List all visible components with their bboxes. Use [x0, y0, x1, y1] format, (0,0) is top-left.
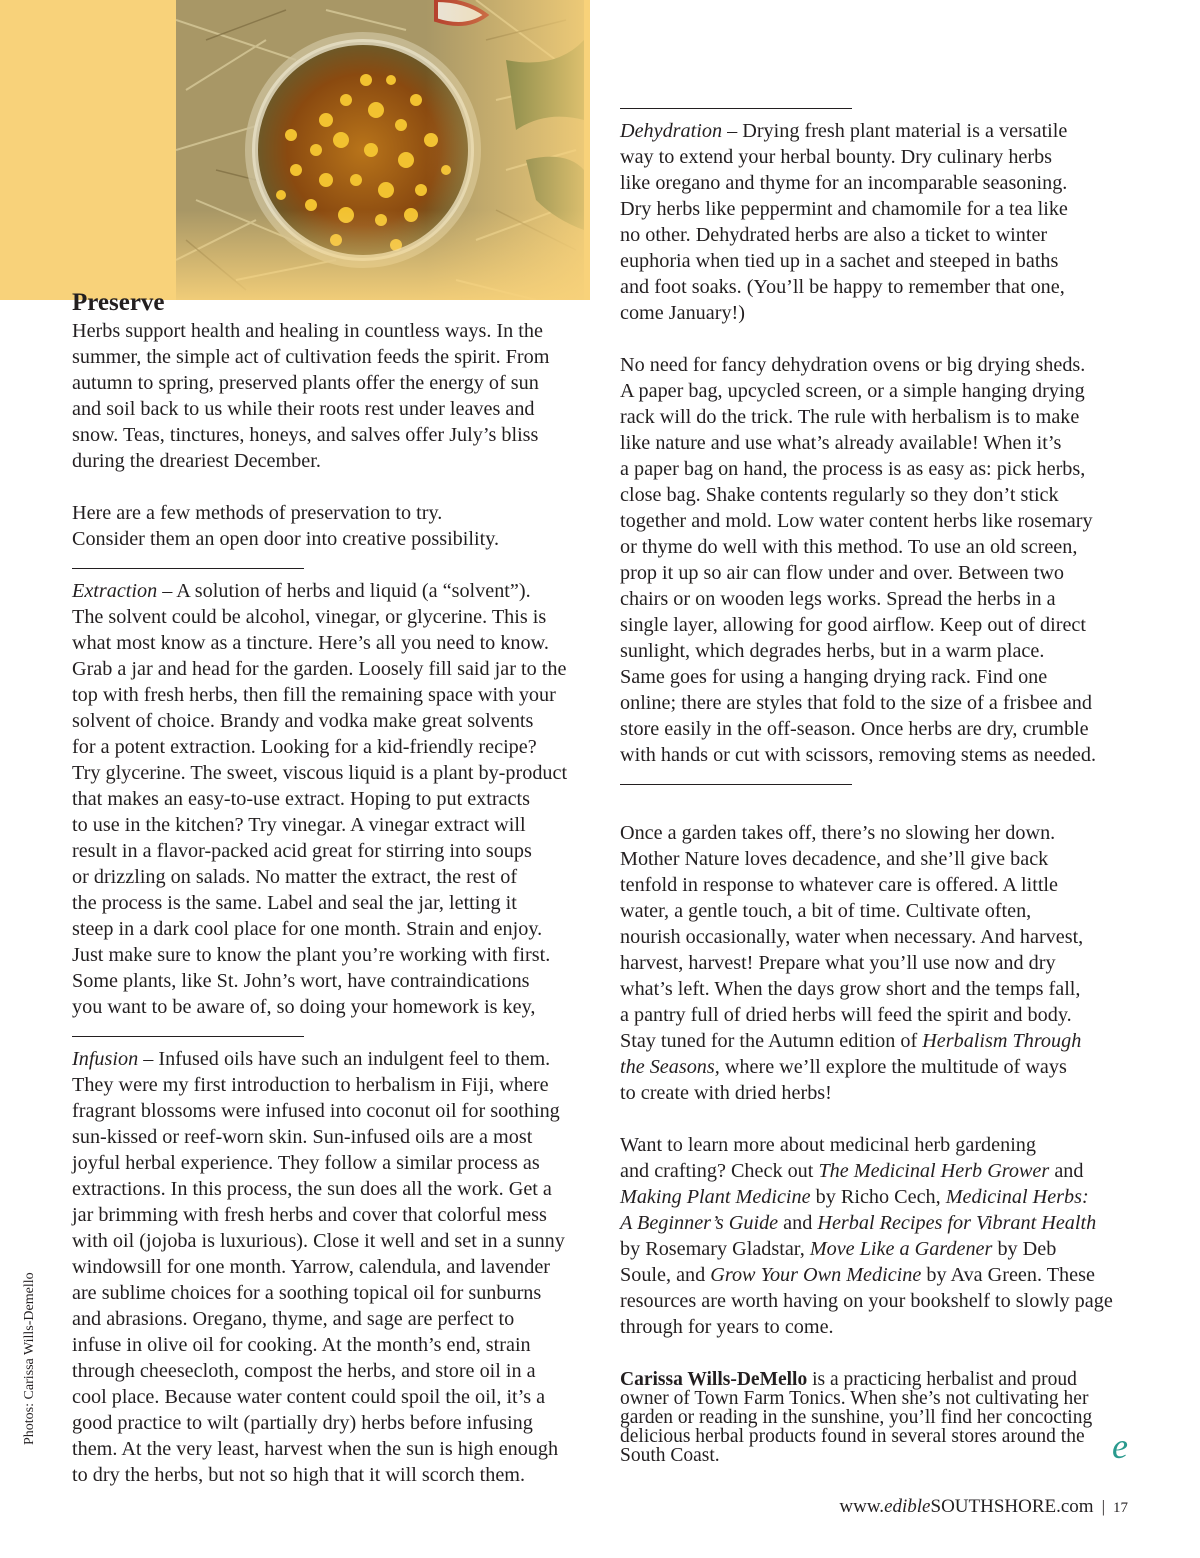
infusion-line: sun-kissed or reef-worn skin. Sun-infused oils are a most — [72, 1126, 533, 1148]
garden-line: a pantry full of dried herbs will feed the spirit and body. — [620, 1004, 1072, 1026]
section-heading-preserve: Preserve — [72, 289, 165, 316]
infusion-term: Infusion — [72, 1048, 139, 1070]
garden-line: Once a garden takes off, there’s no slowing her down. — [620, 822, 1056, 844]
learn-line: Soule, and Grow Your Own Medicine by Ava Green. These — [620, 1264, 1095, 1286]
extraction-line: what most know as a tincture. Here’s all you need to know. — [72, 632, 549, 654]
drying-line: with hands or cut with scissors, removing stems as needed. — [620, 744, 1097, 766]
drying-line: single layer, allowing for good airflow. Keep out of direct — [620, 614, 1086, 636]
right-column — [620, 92, 1145, 1465]
dehydration-line: euphoria when tied up in a sachet and steeped in baths — [620, 250, 1059, 272]
drying-line: prop it up so air can flow under and over. Between two — [620, 562, 1065, 584]
bio-line: owner of Town Farm Tonics. When she’s not cultivating her — [620, 1388, 1089, 1409]
drying-line: sunlight, which degrades herbs, but in a warm place. — [620, 640, 1045, 662]
extraction-first-line: Extraction – A solution of herbs and liquid (a “solvent”). — [72, 580, 531, 602]
learn-line: through for years to come. — [620, 1316, 834, 1338]
infusion-line: fragrant blossoms were infused into coconut oil for soothing — [72, 1100, 560, 1122]
learn-line: Making Plant Medicine by Richo Cech, Medicinal Herbs: — [620, 1186, 1089, 1208]
learn-line: resources are worth having on your bookshelf to slowly page — [620, 1290, 1113, 1312]
dehydration-line: Dry herbs like peppermint and chamomile for a tea like — [620, 198, 1068, 220]
extraction-line: Just make sure to know the plant you’re working with first. — [72, 944, 551, 966]
intro-line: and soil back to us while their roots rest under leaves and — [72, 398, 535, 420]
dehydration-term: Dehydration — [620, 120, 723, 142]
bio-line: garden or reading in the sunshine, you’ll find her concocting — [620, 1407, 1093, 1428]
book-title: Making Plant Medicine — [620, 1186, 811, 1208]
author-bio — [620, 1370, 1145, 1465]
extraction-line: Try glycerine. The sweet, viscous liquid is a plant by-product — [72, 762, 568, 784]
dehydration-line: no other. Dehydrated herbs are also a ticket to winter — [620, 224, 1048, 246]
drying-line: chairs or on wooden legs works. Spread the herbs in a — [620, 588, 1056, 610]
dehydration-line: like oregano and thyme for an incomparable seasoning. — [620, 172, 1068, 194]
intro-line: snow. Teas, tinctures, honeys, and salves offer July’s bliss — [72, 424, 539, 446]
infusion-line: jar brimming with fresh herbs and cover that colorful mess — [72, 1204, 547, 1226]
dehydration-line: come January!) — [620, 302, 745, 324]
footer-url: www.edibleSOUTHSHORE.com — [839, 1496, 1094, 1517]
infusion-line: infuse in olive oil for cooking. At the month’s end, strain — [72, 1334, 531, 1356]
book-title: Move Like a Gardener — [809, 1238, 993, 1260]
infusion-line: joyful herbal experience. They follow a similar process as — [72, 1152, 540, 1174]
dehydration-first-line: Dehydration – Drying fresh plant material is a versatile — [620, 120, 1068, 142]
extraction-line: to use in the kitchen? Try vinegar. A vinegar extract will — [72, 814, 526, 836]
author-name: Carissa Wills-DeMello — [620, 1369, 808, 1390]
page-number: 17 — [1113, 1500, 1128, 1516]
extraction-line: Grab a jar and head for the garden. Loosely fill said jar to the — [72, 658, 567, 680]
section-divider — [620, 92, 1145, 118]
garden-line: Mother Nature loves decadence, and she’ll give back — [620, 848, 1049, 870]
book-title: The Medicinal Herb Grower — [818, 1160, 1050, 1182]
learn-line: and crafting? Check out The Medicinal Herb Grower and — [620, 1160, 1084, 1182]
bio-line: Carissa Wills-DeMello is a practicing herbalist and proud — [620, 1369, 1077, 1390]
infusion-line: cool place. Because water content could spoil the oil, it’s a — [72, 1386, 546, 1408]
drying-line: store easily in the off-season. Once herbs are dry, crumble — [620, 718, 1089, 740]
infusion-first-line: Infusion – Infused oils have such an indulgent feel to them. — [72, 1048, 551, 1070]
learn-line: A Beginner’s Guide and Herbal Recipes for Vibrant Health — [620, 1212, 1097, 1234]
book-title: Medicinal Herbs: — [945, 1186, 1089, 1208]
infusion-line: them. At the very least, harvest when the sun is high enough — [72, 1438, 559, 1460]
extraction-line: steep in a dark cool place for one month. Strain and enjoy. — [72, 918, 543, 940]
section-divider — [72, 552, 597, 578]
garden-line: what’s left. When the days grow short and the temps fall, — [620, 978, 1081, 1000]
garden-line: nourish occasionally, water when necessary. And harvest, — [620, 926, 1084, 948]
methods-line: Consider them an open door into creative possibility. — [72, 528, 500, 550]
bio-line: delicious herbal products found in several stores around the — [620, 1426, 1085, 1447]
infusion-line: are sublime choices for a soothing topical oil for sunburns — [72, 1282, 542, 1304]
infusion-line: and abrasions. Oregano, thyme, and sage are perfect to — [72, 1308, 515, 1330]
infusion-line: windowsill for one month. Yarrow, calendula, and lavender — [72, 1256, 551, 1278]
extraction-line: solvent of choice. Brandy and vodka make great solvents — [72, 710, 534, 732]
drying-line: No need for fancy dehydration ovens or big drying sheds. — [620, 354, 1086, 376]
extraction-line: result in a flavor-packed acid great for stirring into soups — [72, 840, 532, 862]
infusion-line: through cheesecloth, compost the herbs, and store oil in a — [72, 1360, 536, 1382]
drying-line: like nature and use what’s already available! When it’s — [620, 432, 1062, 454]
section-divider — [72, 1020, 597, 1046]
garden-line: water, a gentle touch, a bit of time. Cultivate often, — [620, 900, 1032, 922]
book-title: A Beginner’s Guide — [620, 1212, 779, 1234]
intro-line: autumn to spring, preserved plants offer the energy of sun — [72, 372, 539, 394]
drying-line: or thyme do well with this method. To use an old screen, — [620, 536, 1078, 558]
dehydration-line: and foot soaks. (You’ll be happy to remember that one, — [620, 276, 1065, 298]
stay-tuned-line: the Seasons, where we’ll explore the multitude of ways — [620, 1056, 1067, 1078]
infusion-line: with oil (jojoba is luxurious). Close it well and set in a sunny — [72, 1230, 565, 1252]
extraction-line: The solvent could be alcohol, vinegar, or glycerine. This is — [72, 606, 547, 628]
book-title: Herbal Recipes for Vibrant Health — [817, 1212, 1097, 1234]
extraction-line: or drizzling on salads. No matter the extract, the rest of — [72, 866, 518, 888]
infusion-line: to dry the herbs, but not so high that it will scorch them. — [72, 1464, 526, 1486]
infusion-line: good practice to wilt (partially dry) herbs before infusing — [72, 1412, 533, 1434]
infusion-line: They were my first introduction to herbalism in Fiji, where — [72, 1074, 549, 1096]
photo-credit: Photos: Carissa Wills-Demello — [22, 1272, 37, 1445]
learn-line: by Rosemary Gladstar, Move Like a Gardener by Deb — [620, 1238, 1057, 1260]
infusion-line: extractions. In this process, the sun does all the work. Get a — [72, 1178, 552, 1200]
extraction-line: the process is the same. Label and seal the jar, letting it — [72, 892, 517, 914]
garden-line: tenfold in response to whatever care is offered. A little — [620, 874, 1059, 896]
footer-separator: | — [1101, 1497, 1105, 1516]
intro-line: summer, the simple act of cultivation feeds the spirit. From — [72, 346, 550, 368]
drying-line: a paper bag on hand, the process is as easy as: pick herbs, — [620, 458, 1086, 480]
end-mark-logo: e — [1112, 1426, 1128, 1466]
extraction-term: Extraction — [72, 580, 158, 602]
stay-tuned-line: to create with dried herbs! — [620, 1082, 832, 1104]
learn-line: Want to learn more about medicinal herb gardening — [620, 1134, 1036, 1156]
dehydration-line: way to extend your herbal bounty. Dry culinary herbs — [620, 146, 1053, 168]
drying-line: rack will do the trick. The rule with herbalism is to make — [620, 406, 1080, 428]
drying-line: Same goes for using a hanging drying rack. Find one — [620, 666, 1048, 688]
garden-line: harvest, harvest! Prepare what you’ll use now and dry — [620, 952, 1056, 974]
methods-line: Here are a few methods of preservation to try. — [72, 502, 443, 524]
intro-line: Herbs support health and healing in countless ways. In the — [72, 320, 543, 342]
book-title: Grow Your Own Medicine — [710, 1264, 922, 1286]
extraction-line: for a potent extraction. Looking for a kid-friendly recipe? — [72, 736, 537, 758]
herb-jar-photo — [176, 0, 584, 300]
extraction-line: that makes an easy-to-use extract. Hoping to put extracts — [72, 788, 530, 810]
drying-line: online; there are styles that fold to the size of a frisbee and — [620, 692, 1092, 714]
drying-line: close bag. Shake contents regularly so they don’t stick — [620, 484, 1059, 506]
page-footer — [839, 1496, 1128, 1518]
drying-line: together and mold. Low water content herbs like rosemary — [620, 510, 1093, 532]
extraction-line: you want to be aware of, so doing your homework is key, — [72, 996, 536, 1018]
stay-tuned-line: Stay tuned for the Autumn edition of Herbalism Through — [620, 1030, 1082, 1052]
section-divider — [620, 768, 1145, 794]
intro-line: during the dreariest December. — [72, 450, 321, 472]
extraction-line: Some plants, like St. John’s wort, have contraindications — [72, 970, 530, 992]
left-column — [72, 288, 597, 1488]
extraction-line: top with fresh herbs, then fill the remaining space with your — [72, 684, 556, 706]
bio-line: South Coast. — [620, 1445, 720, 1466]
drying-line: A paper bag, upcycled screen, or a simple hanging drying — [620, 380, 1085, 402]
